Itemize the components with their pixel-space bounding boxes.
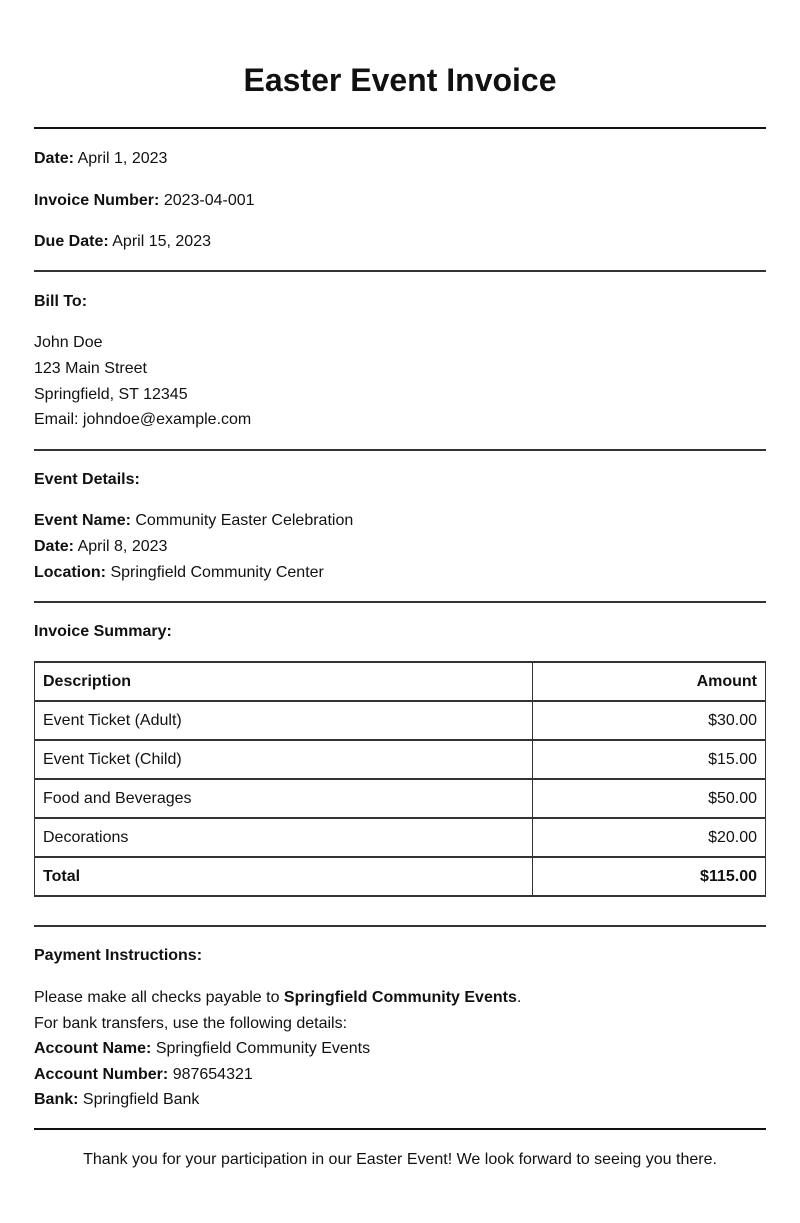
- divider: [34, 270, 766, 272]
- checks-suffix: .: [516, 989, 522, 1006]
- account-number-value: 987654321: [172, 1066, 253, 1083]
- table-header-row: [35, 662, 766, 701]
- payment-instructions-heading-text: Payment Instructions:: [34, 947, 203, 964]
- account-name: [34, 1039, 370, 1059]
- account-number-label: Account Number:: [34, 1066, 169, 1083]
- page-title: Easter Event Invoice: [243, 62, 557, 98]
- row-amount: $20.00: [533, 818, 766, 857]
- invoice-summary-heading: [34, 622, 172, 642]
- divider: [34, 925, 766, 927]
- event-location-label: Location:: [34, 564, 106, 581]
- row-description: Event Ticket (Adult): [35, 701, 533, 740]
- column-header-amount: Amount: [533, 662, 766, 701]
- invoice-summary-table: [34, 661, 766, 897]
- column-header-description: Description: [35, 662, 533, 701]
- row-description: Food and Beverages: [35, 779, 533, 818]
- payment-instructions-heading: [34, 946, 202, 966]
- checks-prefix: Please make all checks payable to: [34, 989, 280, 1006]
- divider: [34, 449, 766, 451]
- invoice-date-value: April 1, 2023: [77, 150, 168, 167]
- table-row: [35, 740, 766, 779]
- bill-to-city: Springfield, ST 12345: [34, 386, 188, 403]
- event-location-value: Springfield Community Center: [110, 564, 324, 581]
- event-details-heading: [34, 470, 140, 490]
- bank-name: [34, 1090, 199, 1110]
- event-date: [34, 537, 167, 557]
- bill-to-heading: [34, 292, 87, 312]
- bank-label: Bank:: [34, 1091, 79, 1108]
- bill-to-email: Email: johndoe@example.com: [34, 411, 252, 428]
- event-details-heading-text: Event Details:: [34, 471, 140, 488]
- total-row: [35, 857, 766, 896]
- event-date-value: April 8, 2023: [77, 538, 168, 555]
- event-name-label: Event Name:: [34, 512, 131, 529]
- event-name-value: Community Easter Celebration: [135, 512, 354, 529]
- row-description: Decorations: [35, 818, 533, 857]
- row-amount: $50.00: [533, 779, 766, 818]
- due-date-value: April 15, 2023: [112, 233, 211, 250]
- divider: [34, 127, 766, 129]
- invoice-number: [34, 191, 255, 211]
- event-location: [34, 563, 324, 583]
- account-name-label: Account Name:: [34, 1040, 152, 1057]
- row-amount: $15.00: [533, 740, 766, 779]
- divider: [34, 601, 766, 603]
- account-name-value: Springfield Community Events: [155, 1040, 371, 1057]
- event-name: [34, 511, 353, 531]
- row-description: Event Ticket (Child): [35, 740, 533, 779]
- due-date-label: Due Date:: [34, 233, 109, 250]
- bill-to-heading-text: Bill To:: [34, 293, 88, 310]
- event-date-label: Date:: [34, 538, 75, 555]
- divider: [34, 1128, 766, 1130]
- footer-thank-you: Thank you for your participation in our Easter Event! We look forward to seeing you there.: [83, 1151, 717, 1168]
- invoice-date-label: Date:: [34, 150, 75, 167]
- due-date: [34, 232, 211, 252]
- table-row: [35, 779, 766, 818]
- table-row: [35, 818, 766, 857]
- payment-checks-line: [34, 988, 521, 1008]
- bill-to-street: 123 Main Street: [34, 360, 147, 377]
- account-number: [34, 1065, 253, 1085]
- total-label: Total: [35, 857, 533, 896]
- checks-payee: Springfield Community Events: [283, 989, 517, 1006]
- total-amount: $115.00: [533, 857, 766, 896]
- invoice-date: [34, 149, 167, 169]
- invoice-number-label: Invoice Number:: [34, 192, 160, 209]
- row-amount: $30.00: [533, 701, 766, 740]
- invoice-summary-heading-text: Invoice Summary:: [34, 623, 172, 640]
- bank-value: Springfield Bank: [82, 1091, 200, 1108]
- invoice-number-value: 2023-04-001: [163, 192, 255, 209]
- bank-transfer-intro: For bank transfers, use the following details:: [34, 1015, 348, 1032]
- table-row: [35, 701, 766, 740]
- bill-to-name: John Doe: [34, 334, 103, 351]
